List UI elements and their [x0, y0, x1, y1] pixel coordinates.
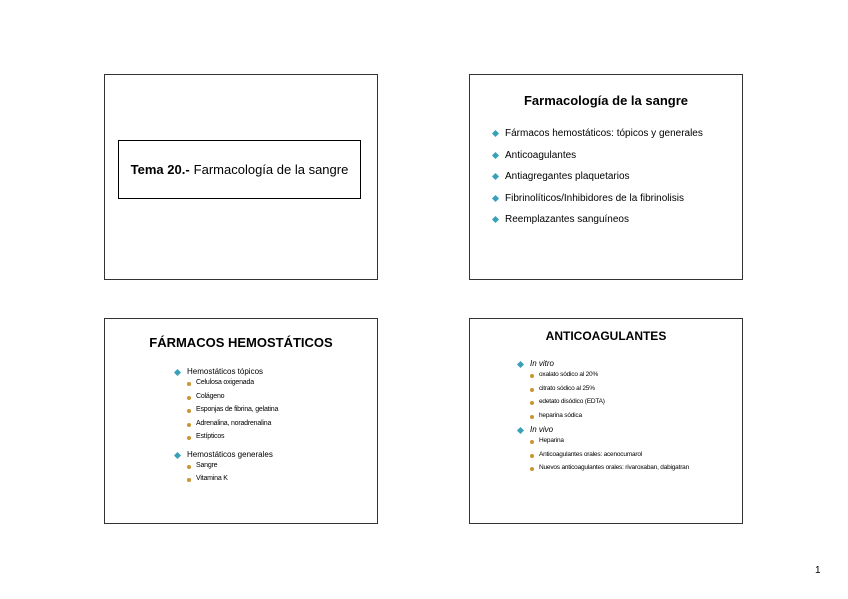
list-item: [493, 193, 703, 215]
bullet-icon: [530, 388, 534, 392]
list-item: [493, 214, 703, 236]
bullet-icon: [187, 465, 191, 469]
sub-list-item: [187, 420, 278, 434]
sub-list-item: [530, 385, 699, 393]
slide-3-title: FÁRMACOS HEMOSTÁTICOS: [149, 335, 333, 350]
list-item-text: Fármacos hemostáticos: tópicos y generales: [505, 128, 703, 139]
slide-1-title-bold: Tema 20.-: [130, 162, 190, 177]
bullet-icon: [187, 436, 191, 440]
list-item-text: Anticoagulantes: [505, 149, 577, 161]
list-item-text: Reemplazantes sanguíneos: [505, 214, 629, 225]
slide-4: [469, 318, 743, 524]
sub-item-text: edetato disódico (EDTA): [539, 398, 605, 405]
sub-item-text: Celulosa oxigenada: [196, 379, 254, 386]
slide-4-bullet-list: [518, 359, 699, 478]
slide-2: [469, 74, 743, 280]
list-item: [518, 359, 699, 420]
sub-list-item: [530, 451, 699, 459]
bullet-icon: [187, 478, 191, 482]
sub-item-text: Nuevos anticoagulantes orales: rivaroxaban, dabigatran: [539, 464, 689, 471]
bullet-icon: [187, 423, 191, 427]
list-item: [493, 150, 703, 172]
sub-item-text: Heparina: [539, 437, 564, 444]
sub-item-text: Estípticos: [196, 433, 225, 440]
bullet-icon: [517, 427, 524, 434]
list-item: [493, 128, 703, 150]
list-item: [175, 450, 278, 489]
sub-item-text: oxalato sódico al 20%: [539, 371, 599, 378]
bullet-icon: [492, 130, 499, 137]
sub-list: [530, 371, 699, 420]
sub-item-text: Vitamina K: [196, 475, 228, 482]
page-number: 1: [815, 565, 821, 576]
list-item: [175, 367, 278, 447]
list-item-text: Fibrinolíticos/Inhibidores de la fibrinolisis: [505, 192, 684, 204]
group-label: In vitro: [530, 359, 555, 368]
sub-list-item: [187, 433, 278, 447]
slide-1-title-rest: Farmacología de la sangre: [193, 162, 349, 177]
sub-list-item: [530, 437, 699, 445]
list-item: [518, 425, 699, 472]
sub-list: [530, 437, 699, 472]
sub-list-item: [530, 412, 699, 420]
bullet-icon: [174, 369, 181, 376]
group-label: Hemostáticos generales: [187, 449, 273, 459]
sub-item-text: citrato sódico al 25%: [539, 384, 595, 392]
bullet-icon: [492, 173, 499, 180]
slide-4-title: ANTICOAGULANTES: [545, 329, 667, 343]
sub-list-item: [187, 379, 278, 393]
sub-item-text: Esponjas de fibrina, gelatina: [196, 406, 279, 413]
bullet-icon: [530, 401, 534, 405]
bullet-icon: [530, 454, 534, 458]
bullet-icon: [492, 151, 499, 158]
slide-2-title: Farmacología de la sangre: [523, 93, 688, 108]
slide-1: [104, 74, 378, 280]
slide-1-title-box: [118, 140, 361, 199]
sub-list: [187, 462, 278, 489]
list-item: [493, 171, 703, 193]
sub-item-text: Anticoagulantes orales: acenocumarol: [539, 450, 643, 458]
bullet-icon: [530, 467, 534, 471]
sub-item-text: heparina sódica: [539, 411, 582, 419]
sub-list-item: [187, 475, 278, 489]
bullet-icon: [517, 361, 524, 368]
sub-list-item: [187, 462, 278, 476]
sub-list: [187, 379, 278, 447]
list-item-text: Antiagregantes plaquetarios: [505, 171, 630, 182]
bullet-icon: [492, 216, 499, 223]
bullet-icon: [530, 374, 534, 378]
group-label: In vivo: [530, 425, 554, 434]
sub-list-item: [530, 398, 699, 406]
bullet-icon: [530, 440, 534, 444]
sub-list-item: [187, 406, 278, 420]
bullet-icon: [187, 409, 191, 413]
sub-list-item: [187, 393, 278, 407]
slide-3-bullet-list: [175, 367, 278, 492]
slide-3: [104, 318, 378, 524]
sub-list-item: [530, 371, 699, 379]
bullet-icon: [187, 382, 191, 386]
bullet-icon: [187, 396, 191, 400]
slide-2-bullet-list: [493, 128, 703, 236]
group-label: Hemostáticos tópicos: [187, 367, 264, 376]
bullet-icon: [174, 451, 181, 458]
sub-item-text: Colágeno: [196, 392, 225, 400]
sub-item-text: Adrenalina, noradrenalina: [196, 419, 272, 427]
sub-list-item: [530, 464, 699, 472]
sub-item-text: Sangre: [196, 461, 218, 469]
bullet-icon: [530, 415, 534, 419]
bullet-icon: [492, 194, 499, 201]
